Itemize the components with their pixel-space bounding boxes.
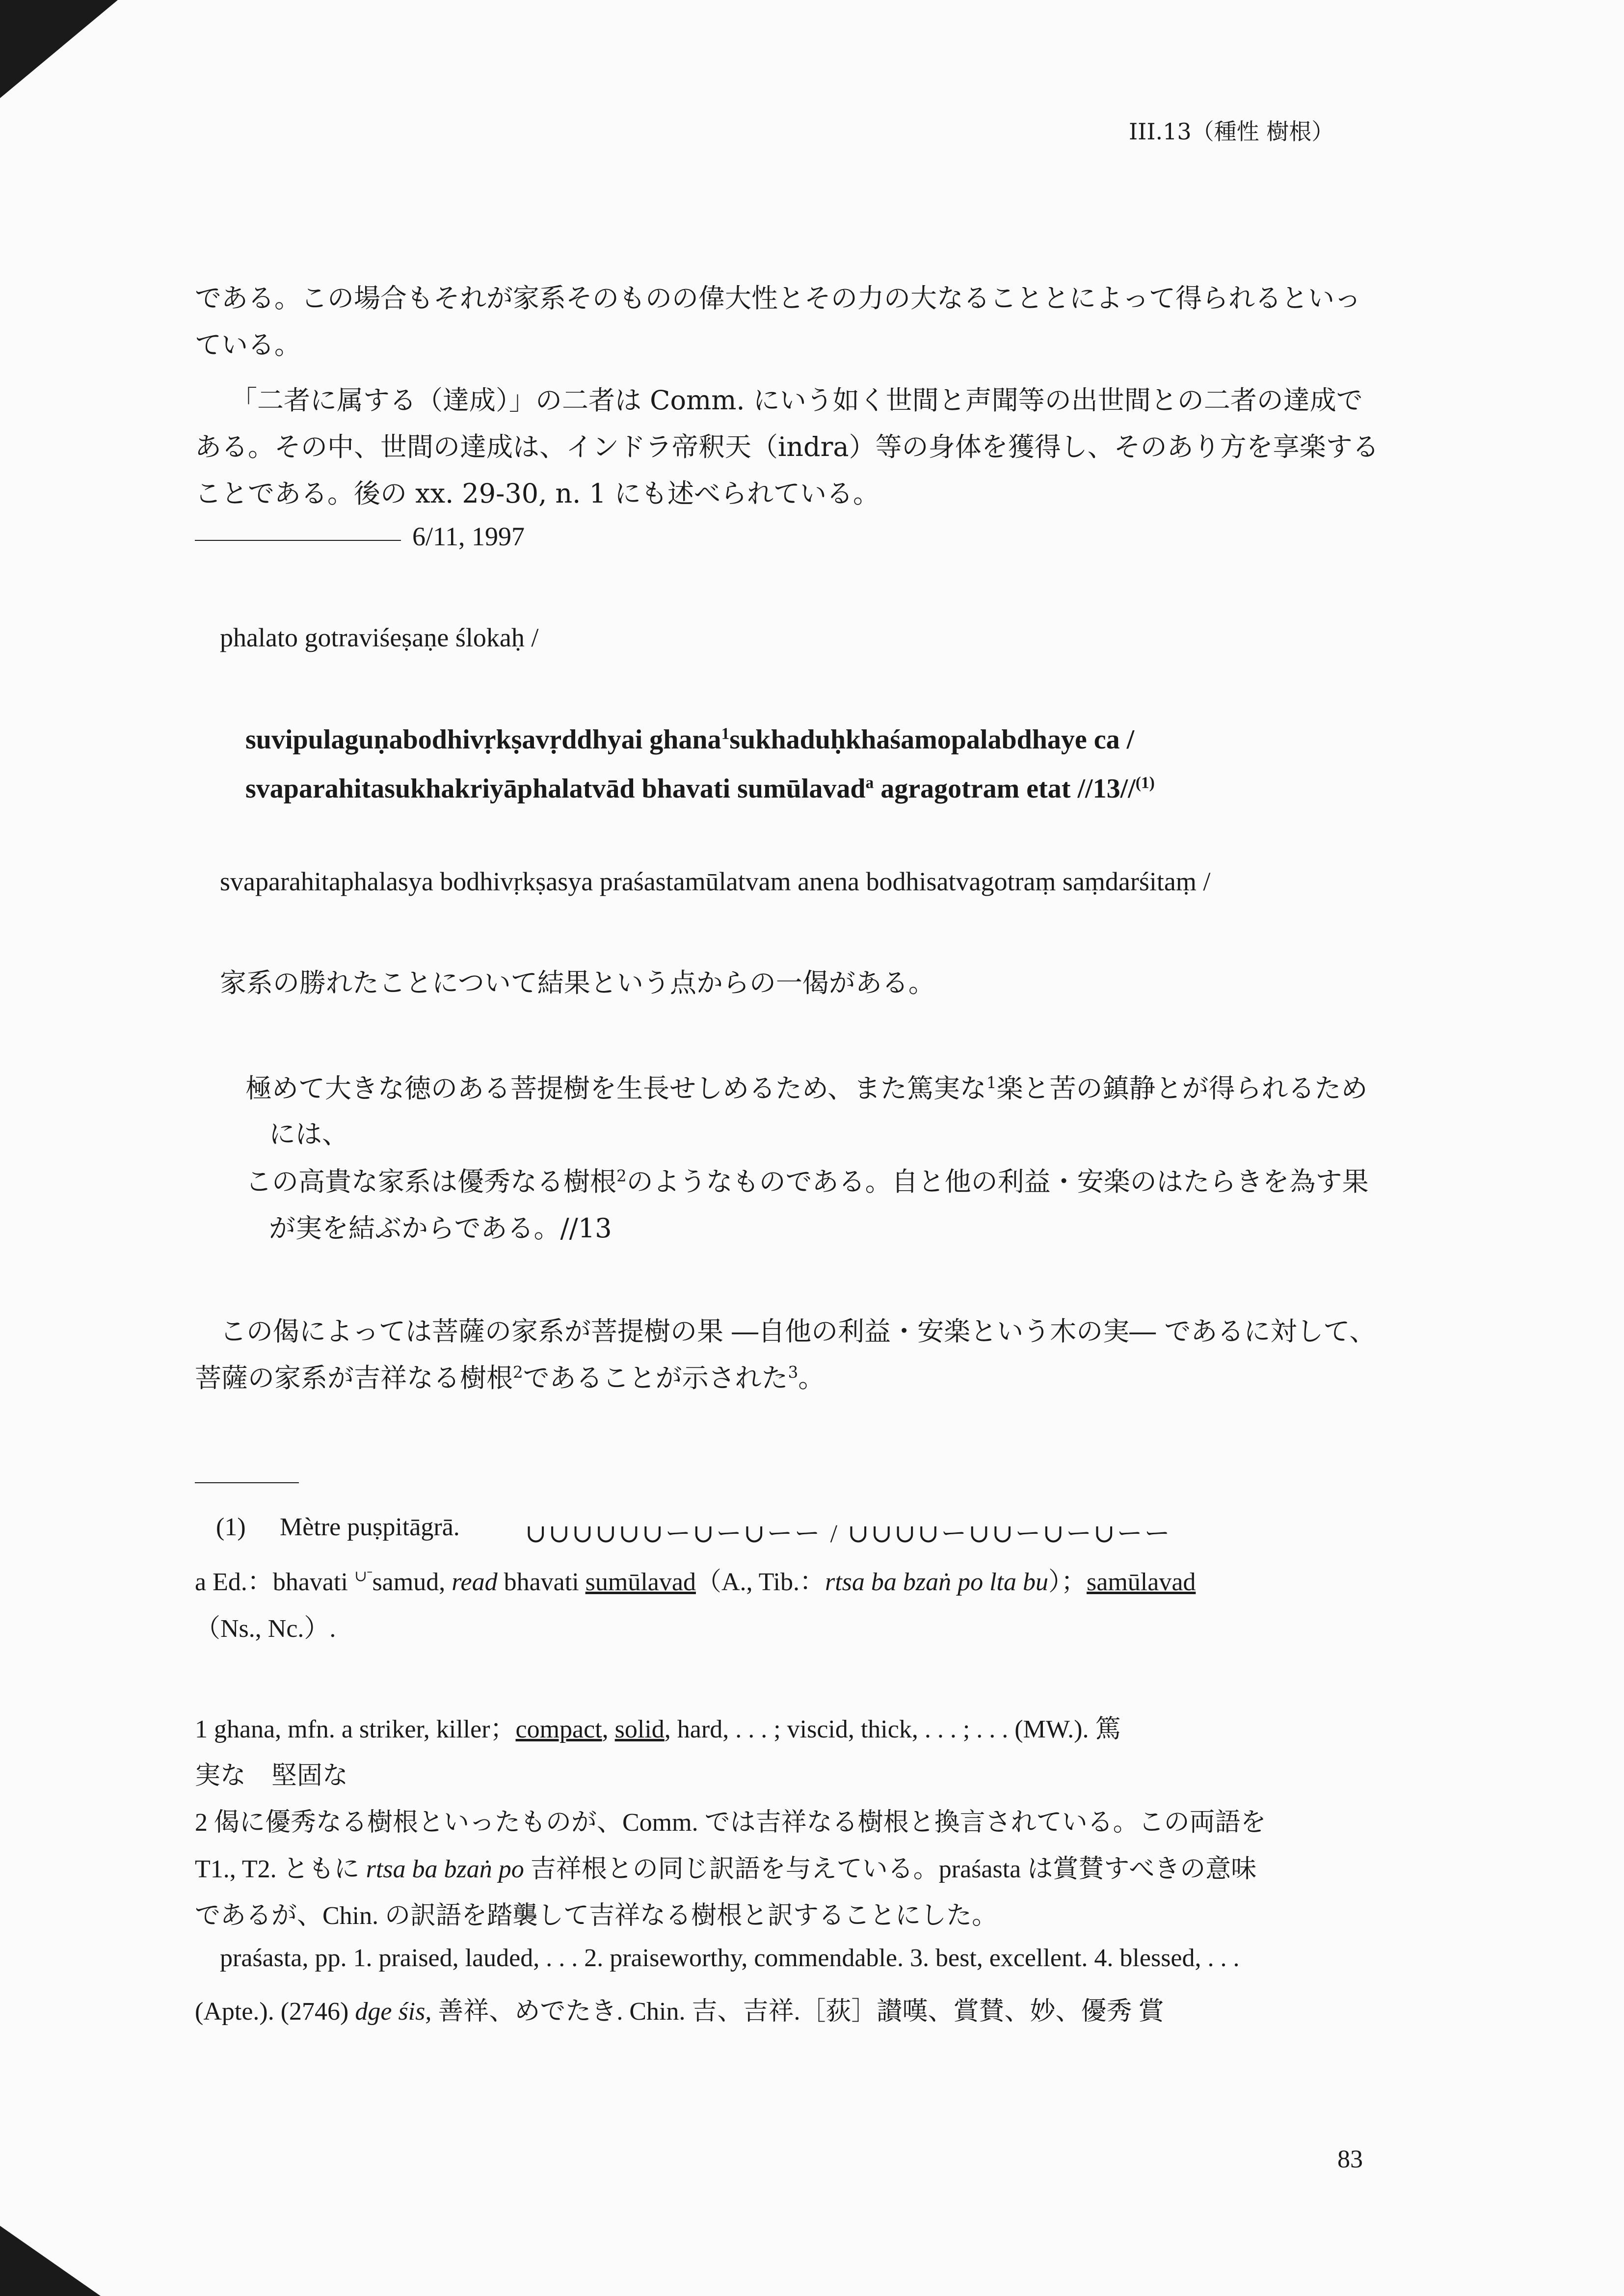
meter-scheme: ∪∪∪∪∪∪ー∪ー∪ーー / ∪∪∪∪ー∪∪ー∪ー∪ーー [525,1520,1172,1548]
sanskrit-verse-line-1: suvipulaguṇabodhivṛkṣavṛddhyai ghana$^1$sukhaduḥkhaśamopalabdhaye ca / [245,724,1135,755]
running-header: III.13（種性 樹根） [1129,118,1334,145]
paragraph-line: ことである。後の xx. 29-30, n. 1 にも述べられている。 [195,478,880,509]
footnote-a: a Ed.：bhavati $^{\cup ˉ}$samud, read bhavati sumūlavad（A., Tib.：rtsa ba bzaṅ po lta bu）；samūlavad [195,1567,1196,1596]
paragraph-line: 「二者に属する（達成）」の二者は Comm. にいう如く世間と声聞等の出世間との二者の達成で [231,385,1363,416]
note-2-dictionary: praśasta, pp. 1. praised, lauded, . . . 2. praiseworthy, commendable. 3. best, excellent. 4. blessed, . . . [220,1944,1240,1972]
translation-verse-line: が実を結ぶからである。//13 [269,1213,612,1244]
sanskrit-verse-line-2: svaparahitasukhakriyāphalatvād bhavati sumūlavad$^a$ agragotram etat //13//$^{(1)}$ [245,774,1155,804]
paragraph-line: ている。 [195,329,301,360]
footnote-a-cont: （Ns., Nc.）. [195,1615,336,1643]
note-1: 1 ghana, mfn. a striker, killer；compact, solid, hard, . . . ; viscid, thick, . . . ; . . . (MW.). 篤 [195,1715,1121,1743]
note-1-cont: 実な 堅固な [195,1762,348,1790]
commentary-line: 菩薩の家系が吉祥なる樹根$^2$であることが示された$^3$。 [195,1362,825,1393]
date-rule [195,540,401,541]
commentary-line: この偈によっては菩薩の家系が菩提樹の果 ―自他の利益・安楽という木の実― であるに対して、 [220,1316,1376,1347]
note-2: 2 偈に優秀なる樹根といったものが、Comm. では吉祥なる樹根と換言されている。この両語を [195,1809,1266,1837]
note-2-line: T1., T2. ともに rtsa ba bzaṅ po 吉祥根との同じ訳語を与えている。praśasta は賞賛すべきの意味 [195,1855,1257,1883]
sanskrit-heading: phalato gotraviśeṣaṇe ślokaḥ / [220,623,539,652]
note-2-line: であるが、Chin. の訳語を踏襲して吉祥なる樹根と訳することにした。 [195,1902,998,1930]
page-number: 83 [1337,2145,1363,2173]
sanskrit-commentary: svaparahitaphalasya bodhivṛkṣasya praśastamūlatvam anena bodhisatvagotraṃ saṃdarśitaṃ / [220,867,1211,896]
date-line: 6/11, 1997 [412,522,525,551]
footnote-1-text: Mètre puṣpitāgrā. [280,1513,460,1541]
translation-verse-line: には、 [269,1119,348,1149]
footnote-1-label: (1) [216,1513,246,1541]
footnote-rule [195,1482,299,1483]
translation-verse-line: この高貴な家系は優秀なる樹根$^2$のようなものである。自と他の利益・安楽のはたらきを為す果 [245,1166,1369,1197]
paragraph-line: ある。その中、世間の達成は、インドラ帝釈天（indra）等の身体を獲得し、そのあり方を享楽する [195,431,1379,462]
paragraph-line: である。この場合もそれが家系そのものの偉大性とその力の大なることとによって得られるといっ [195,283,1361,314]
note-2-dictionary-cont: (Apte.). (2746) dge śis, 善祥、めでたき. Chin. 吉、吉祥.［荻］讃嘆、賞賛、妙、優秀 賞 [195,1998,1164,2026]
translation-verse-line: 極めて大きな徳のある菩提樹を生長せしめるため、また篤実な$^1$楽と苦の鎮静とが得られるため [245,1073,1368,1104]
translation-intro: 家系の勝れたことについて結果という点からの一偈がある。 [220,967,935,998]
scan-corner-mark-bottom [0,2226,101,2296]
scan-corner-mark-top [0,0,118,98]
